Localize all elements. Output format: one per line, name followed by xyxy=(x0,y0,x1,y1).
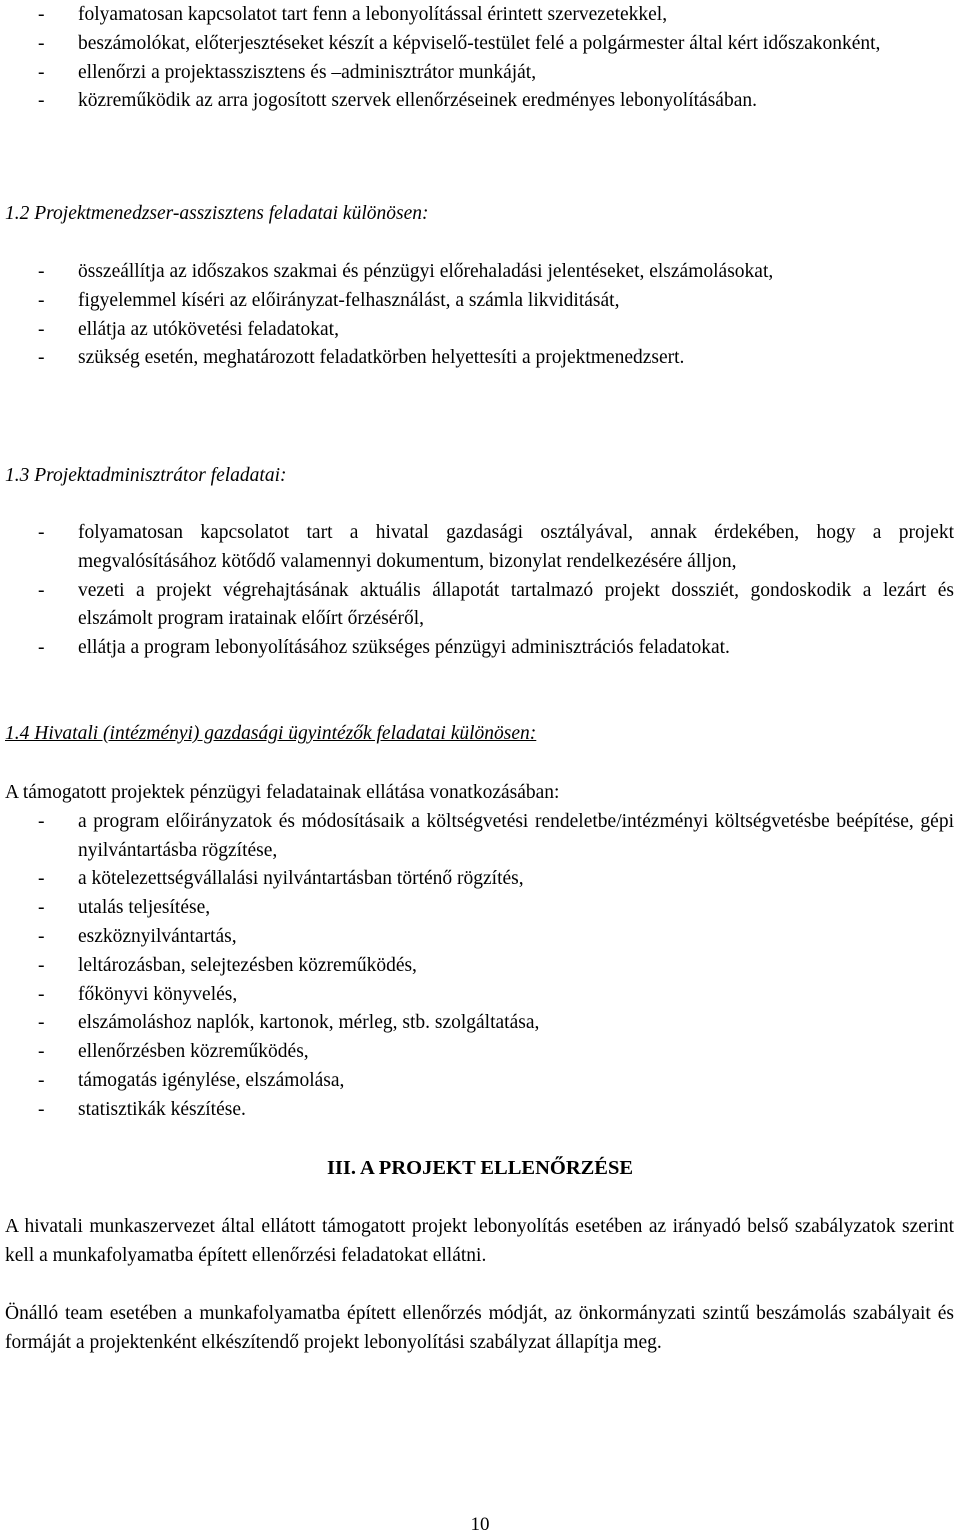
paragraph: A hivatali munkaszervezet által ellátott támogatott projekt lebonyolítás esetében az irányadó belső szabályzatok szerint kell a munkafolyamatba épített ellenőrzési feladatokat ellátni. xyxy=(5,1216,954,1266)
dash: - xyxy=(38,4,45,25)
dash: - xyxy=(38,1098,45,1120)
dash: - xyxy=(38,579,45,601)
list-item-text: a program előirányzatok és módosításaik a költségvetési rendeletbe/intézményi költségvetésbe beépítése, gépi nyilvántartásba rögzítése, xyxy=(78,810,954,861)
dash: - xyxy=(38,347,45,369)
dash: - xyxy=(38,289,45,311)
list-item-text: folyamatosan kapcsolatot tart a hivatal gazdasági osztályával, annak érdekében, hogy a projekt megvalósításához kötődő valamennyi dokumentum, bizonylat rendelkezésére álljon, xyxy=(78,522,954,572)
list-item xyxy=(0,30,960,59)
paragraph: Önálló team esetében a munkafolyamatba épített ellenőrzés módját, az önkormányzati szintű beszámolás szabályait és formáját a projektenként elkészítendő projekt lebonyolítási szabályzat állapítja meg. xyxy=(5,1303,954,1353)
list-item-text: utalás teljesítése, xyxy=(78,897,211,919)
list-item xyxy=(0,344,960,373)
list-item xyxy=(0,634,960,663)
dash: - xyxy=(38,318,45,340)
section-1-2 xyxy=(0,200,960,229)
list-item xyxy=(0,1,960,30)
section-intro: A támogatott projektek pénzügyi feladatainak ellátása vonatkozásában: xyxy=(5,782,560,803)
section-III-para1 xyxy=(0,1213,960,1271)
section-1-4-body xyxy=(0,779,960,1125)
dash: - xyxy=(38,868,45,890)
list-item xyxy=(0,808,960,866)
section-heading: 1.2 Projektmenedzser-asszisztens feladatai különösen: xyxy=(5,203,429,224)
list-item-text: eszköznyilvántartás, xyxy=(78,925,237,947)
list-item-text: folyamatosan kapcsolatot tart fenn a lebonyolítással érintett szervezetekkel, xyxy=(78,4,668,25)
list-item xyxy=(0,258,960,287)
dash: - xyxy=(38,810,45,832)
list-item xyxy=(0,981,960,1010)
list-item-text: beszámolókat, előterjesztéseket készít a képviselő-testület felé a polgármester által kért időszakonként, xyxy=(78,32,881,54)
dash: - xyxy=(38,983,45,1005)
top-list xyxy=(0,1,960,116)
list-item xyxy=(0,316,960,345)
list-item-text: figyelemmel kíséri az előirányzat-felhasználást, a számla likviditását, xyxy=(78,289,620,311)
list-item xyxy=(0,519,960,577)
dash: - xyxy=(38,897,45,919)
list-item-text: vezeti a projekt végrehajtásának aktuális állapotát tartalmazó projekt dossziét, gondoskodik a lezárt és elszámolt program iratainak előírt őrzéséről, xyxy=(78,579,954,630)
list-item xyxy=(0,1096,960,1125)
dash: - xyxy=(38,61,45,83)
list-item xyxy=(0,923,960,952)
section-1-3 xyxy=(0,462,960,491)
page-number-wrap xyxy=(0,1511,960,1540)
list-item-text: elszámoláshoz naplók, kartonok, mérleg, stb. szolgáltatása, xyxy=(78,1012,540,1034)
list-item-text: támogatás igénylése, elszámolása, xyxy=(78,1069,345,1091)
section-III-para2 xyxy=(0,1300,960,1358)
dash: - xyxy=(38,925,45,947)
section-III xyxy=(0,1154,960,1183)
dash: - xyxy=(38,90,45,112)
list-item-text: statisztikák készítése. xyxy=(78,1098,246,1120)
list-item xyxy=(0,87,960,116)
list-item-text: ellátja az utókövetési feladatokat, xyxy=(78,318,339,340)
list-item xyxy=(0,865,960,894)
list-item-text: ellenőrzésben közreműködés, xyxy=(78,1041,309,1063)
list-item xyxy=(0,1038,960,1067)
list-item xyxy=(0,577,960,635)
list-item-text: szükség esetén, meghatározott feladatkörben helyettesíti a projektmenedzsert. xyxy=(78,347,685,369)
list-item xyxy=(0,59,960,88)
list-item xyxy=(0,287,960,316)
dash: - xyxy=(38,1069,45,1091)
dash: - xyxy=(38,637,45,659)
dash: - xyxy=(38,1041,45,1063)
list-item-text: összeállítja az időszakos szakmai és pénzügyi előrehaladási jelentéseket, elszámolásokat, xyxy=(78,261,774,282)
section-1-4 xyxy=(0,720,960,749)
list-item-text: a kötelezettségvállalási nyilvántartásban történő rögzítés, xyxy=(78,868,524,890)
dash: - xyxy=(38,32,45,54)
list-item-text: ellenőrzi a projektasszisztens és –adminisztrátor munkáját, xyxy=(78,61,537,83)
list-item xyxy=(0,1009,960,1038)
dash: - xyxy=(38,1012,45,1034)
list-item-text: leltározásban, selejtezésben közreműködés, xyxy=(78,954,417,976)
dash: - xyxy=(38,954,45,976)
section-heading: 1.4 Hivatali (intézményi) gazdasági ügyintézők feladatai különösen: xyxy=(5,723,537,744)
list-item xyxy=(0,1067,960,1096)
list-item-text: közreműködik az arra jogosított szervek ellenőrzéseinek eredményes lebonyolításában. xyxy=(78,90,757,112)
dash: - xyxy=(38,522,45,543)
section-title: III. A PROJEKT ELLENŐRZÉSE xyxy=(326,1157,634,1179)
list-item xyxy=(0,952,960,981)
list-item-text: ellátja a program lebonyolításához szükséges pénzügyi adminisztrációs feladatokat. xyxy=(78,637,730,659)
section-1-2-list xyxy=(0,258,960,373)
section-heading: 1.3 Projektadminisztrátor feladatai: xyxy=(5,465,287,486)
list-item-text: főkönyvi könyvelés, xyxy=(78,983,238,1005)
list-item xyxy=(0,894,960,923)
section-1-3-list xyxy=(0,519,960,663)
dash: - xyxy=(38,261,45,282)
page-number: 10 xyxy=(470,1514,490,1535)
